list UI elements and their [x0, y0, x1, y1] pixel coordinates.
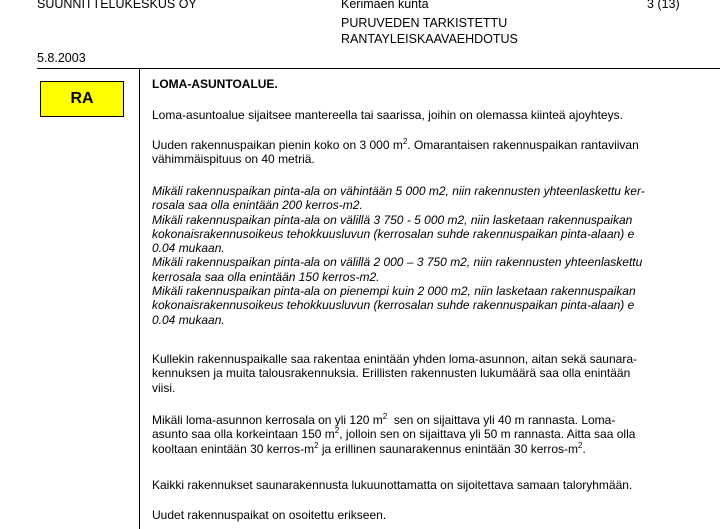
column-divider [139, 68, 140, 529]
text-line: Loma-asuntoalue sijaitsee mantereella tai saarissa, joihin on olemassa kiinteä ajoyhteys. [152, 108, 623, 122]
superscript: 2 [314, 440, 319, 450]
text-span: Uuden rakennuspaikan pienin koko on 3 000 m [152, 138, 403, 152]
text-line [152, 427, 708, 441]
text-line [152, 442, 708, 456]
text-line: kokonaisrakennusoikeus tehokkuusluvun (kerrosalan suhde rakennuspaikan pinta-alaan) e [152, 226, 635, 241]
paragraph-4 [152, 413, 708, 456]
superscript: 2 [382, 412, 388, 421]
municipality: Kerimäen kunta [341, 0, 429, 11]
text-line: kerrosala saa olla enintään 150 kerros-m2. [152, 269, 380, 284]
superscript: 2 [334, 426, 340, 436]
document-title-line2: RANTAYLEISKAAVAEHDOTUS [341, 32, 518, 46]
superscript: 2 [578, 440, 583, 450]
paragraph-1 [152, 108, 708, 122]
paragraph-5 [152, 478, 708, 492]
superscript: 2 [402, 137, 408, 146]
text-line: 0.04 mukaan. [152, 241, 225, 256]
text-line: vähimmäispituus on 40 metriä. [152, 152, 315, 167]
paragraph-2 [152, 138, 708, 167]
paragraph-3 [152, 352, 708, 395]
text-span: asunto saa olla korkeintaan 150 m [152, 427, 335, 442]
text-line: rosala saa olla enintään 200 kerros-m2. [152, 198, 363, 213]
text-line: kokonaisrakennusoikeus tehokkuusluvun (kerrosalan suhde rakennuspaikan pinta-alaan) e [152, 298, 635, 313]
text-line: Kullekin rakennuspaikalle saa rakentaa enintään yhden loma-asunnon, aitan sekä saunara- [152, 352, 637, 366]
text-span: sen on sijaittava yli 40 m rannasta. Loma- [387, 413, 616, 427]
text-span: . [582, 441, 586, 456]
document-title-line1: PURUVEDEN TARKISTETTU [341, 16, 508, 30]
text-span: , jolloin sen on sijaittava yli 50 m rannasta. Aitta saa olla [339, 427, 636, 442]
zone-code-badge: RA [40, 81, 124, 117]
document-date: 5.8.2003 [37, 51, 86, 65]
text-span: ja erillinen saunarakennus enintään 30 kerros-m [318, 441, 579, 456]
zone-heading: LOMA-ASUNTOALUE. [152, 77, 278, 91]
text-line: Mikäli rakennuspaikan pinta-ala on välillä 2 000 – 3 750 m2, niin rakennusten yhteenlaskettu [152, 255, 643, 270]
text-line: 0.04 mukaan. [152, 312, 225, 327]
text-line: Mikäli rakennuspaikan pinta-ala on välillä 3 750 - 5 000 m2, niin lasketaan rakennuspaikan [152, 212, 633, 227]
text-line: Mikäli rakennuspaikan pinta-ala on vähintään 5 000 m2, niin rakennusten yhteenlaskettu ker- [152, 184, 645, 198]
text-line: Kaikki rakennukset saunarakennusta lukuunottamatta on sijoitettava samaan taloryhmään. [152, 478, 633, 492]
org-name: SUUNNITTELUKESKUS OY [37, 0, 197, 11]
text-span: Mikäli loma-asunnon kerrosala on yli 120 m [152, 413, 383, 427]
text-span: . Omarantaisen rakennuspaikan rantaviivan [407, 138, 639, 152]
text-line: viisi. [152, 380, 176, 395]
italic-conditions [152, 184, 708, 327]
text-line: kennuksen ja muita talousrakennuksia. Erillisten rakennusten lukumäärä saa olla enintään [152, 366, 631, 381]
paragraph-6 [152, 508, 708, 522]
page-number: 3 (13) [647, 0, 680, 11]
text-span: kooltaan enintään 30 kerros-m [152, 441, 315, 456]
text-line: Mikäli rakennuspaikan pinta-ala on pienempi kuin 2 000 m2, niin lasketaan rakennuspaikan [152, 284, 636, 299]
text-line: Uudet rakennuspaikat on osoitettu erikseen. [152, 508, 387, 522]
text-line [152, 138, 708, 152]
text-line [152, 413, 708, 427]
